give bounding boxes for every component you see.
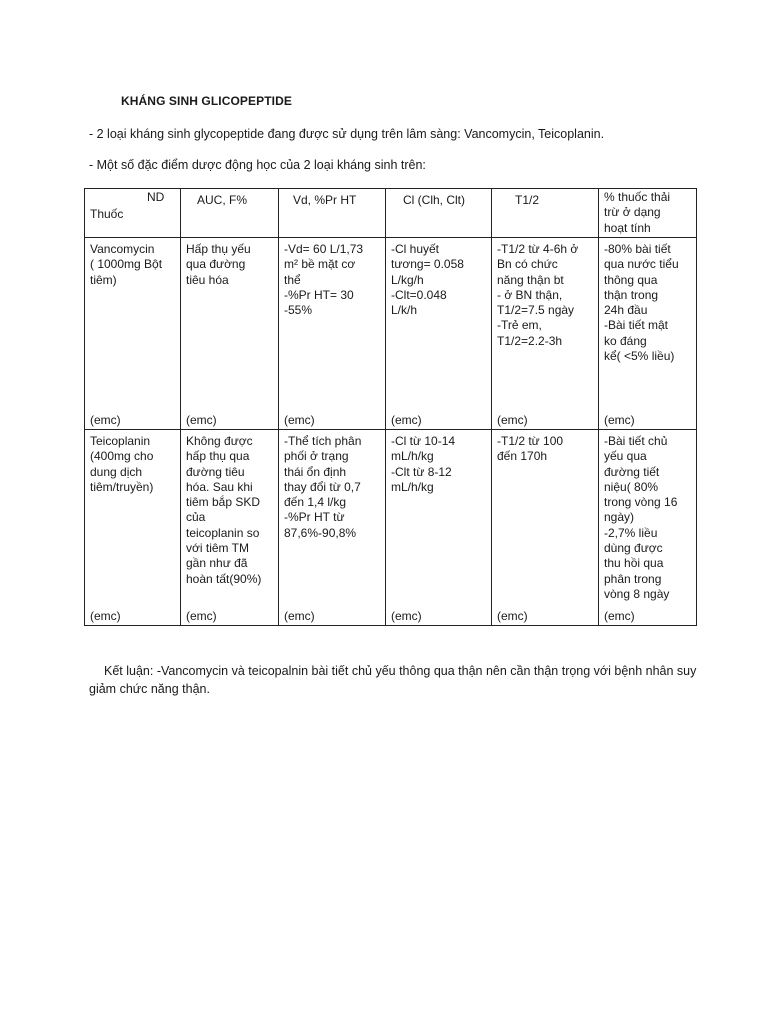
header-t12-cell xyxy=(492,189,599,238)
header-drug-cell xyxy=(85,189,181,238)
drug-cell xyxy=(85,238,181,430)
source-label: (emc) xyxy=(604,608,635,623)
source-label: (emc) xyxy=(604,412,635,427)
vd-value: -Vd= 60 L/1,73 m² bề mặt cơ thể -%Pr HT= 30 -55% xyxy=(284,242,364,318)
auc-value: Hấp thụ yếu qua đường tiêu hóa xyxy=(186,242,251,287)
header-vd-label: Vd, %Pr HT xyxy=(293,193,357,207)
auc-value: Không được hấp thụ qua đường tiêu hóa. Sau khi tiêm bắp SKD của teicoplanin so với tiêm TM gần như đã hoàn tất(90%) xyxy=(186,434,262,586)
header-nd-label: ND xyxy=(147,190,165,204)
header-cl-label: Cl (Clh, Clt) xyxy=(403,193,465,207)
table-row-teicoplanin xyxy=(85,430,697,626)
source-label: (emc) xyxy=(391,412,422,427)
excretion-cell xyxy=(599,238,697,430)
source-label: (emc) xyxy=(497,608,528,623)
vd-cell xyxy=(279,238,386,430)
t12-cell xyxy=(492,430,599,626)
source-label: (emc) xyxy=(90,608,121,623)
header-excretion-label: % thuốc thải trừ ở dạng hoạt tính xyxy=(604,190,671,235)
drug-name: Vancomycin ( 1000mg Bột tiêm) xyxy=(90,242,163,287)
excretion-cell xyxy=(599,430,697,626)
pharmacokinetics-table xyxy=(84,188,697,626)
table-header-row xyxy=(85,189,697,238)
t12-value: -T1/2 từ 100 đến 170h xyxy=(497,434,564,464)
t12-value: -T1/2 từ 4-6h ở Bn có chức năng thận bt - ở BN thận, T1/2=7.5 ngày -Trẻ em, T1/2=2.2-3h xyxy=(497,242,579,348)
excretion-value: -Bài tiết chủ yếu qua đường tiết niệu( 80% trong vòng 16 ngày) -2,7% liều dùng được thu hồi qua phân trong vòng 8 ngày xyxy=(604,434,678,601)
drug-cell xyxy=(85,430,181,626)
auc-cell xyxy=(181,238,279,430)
auc-cell xyxy=(181,430,279,626)
intro-paragraph: - 2 loại kháng sinh glycopeptide đang được sử dụng trên lâm sàng: Vancomycin, Teicoplanin. xyxy=(89,127,605,141)
header-drug-label: Thuốc xyxy=(90,207,124,221)
header-cl-cell xyxy=(386,189,492,238)
conclusion-paragraph: Kết luận: -Vancomycin và teicopalnin bài tiết chủ yếu thông qua thận nên cần thận trọng với bệnh nhân suy giảm chức năng thận. xyxy=(89,664,697,696)
source-label: (emc) xyxy=(284,608,315,623)
header-auc-label: AUC, F% xyxy=(197,193,248,207)
cl-value: -Cl huyết tương= 0.058 L/kg/h -Clt=0.048 L/k/h xyxy=(391,242,464,318)
document-title: KHÁNG SINH GLICOPEPTIDE xyxy=(121,94,292,108)
cl-cell xyxy=(386,238,492,430)
cl-cell xyxy=(386,430,492,626)
header-excretion-cell xyxy=(599,189,697,238)
excretion-value: -80% bài tiết qua nước tiểu thông qua thận trong 24h đầu -Bài tiết mật ko đáng kể( <5% liều) xyxy=(604,242,679,364)
source-label: (emc) xyxy=(186,412,217,427)
t12-cell xyxy=(492,238,599,430)
vd-value: -Thể tích phân phối ở trạng thái ổn định thay đổi từ 0,7 đến 1,4 l/kg -%Pr HT từ 87,6%-90,8% xyxy=(284,434,362,540)
table-row-vancomycin xyxy=(85,238,697,430)
drug-name: Teicoplanin (400mg cho dung dịch tiêm/truyền) xyxy=(90,434,154,494)
header-auc-cell xyxy=(181,189,279,238)
source-label: (emc) xyxy=(90,412,121,427)
source-label: (emc) xyxy=(391,608,422,623)
source-label: (emc) xyxy=(497,412,528,427)
header-vd-cell xyxy=(279,189,386,238)
vd-cell xyxy=(279,430,386,626)
header-t12-label: T1/2 xyxy=(515,193,540,207)
pharmacokinetics-intro: - Một số đặc điểm dược động học của 2 loại kháng sinh trên: xyxy=(89,158,426,172)
source-label: (emc) xyxy=(284,412,315,427)
cl-value: -Cl từ 10-14 mL/h/kg -Clt từ 8-12 mL/h/kg xyxy=(391,434,456,494)
source-label: (emc) xyxy=(186,608,217,623)
